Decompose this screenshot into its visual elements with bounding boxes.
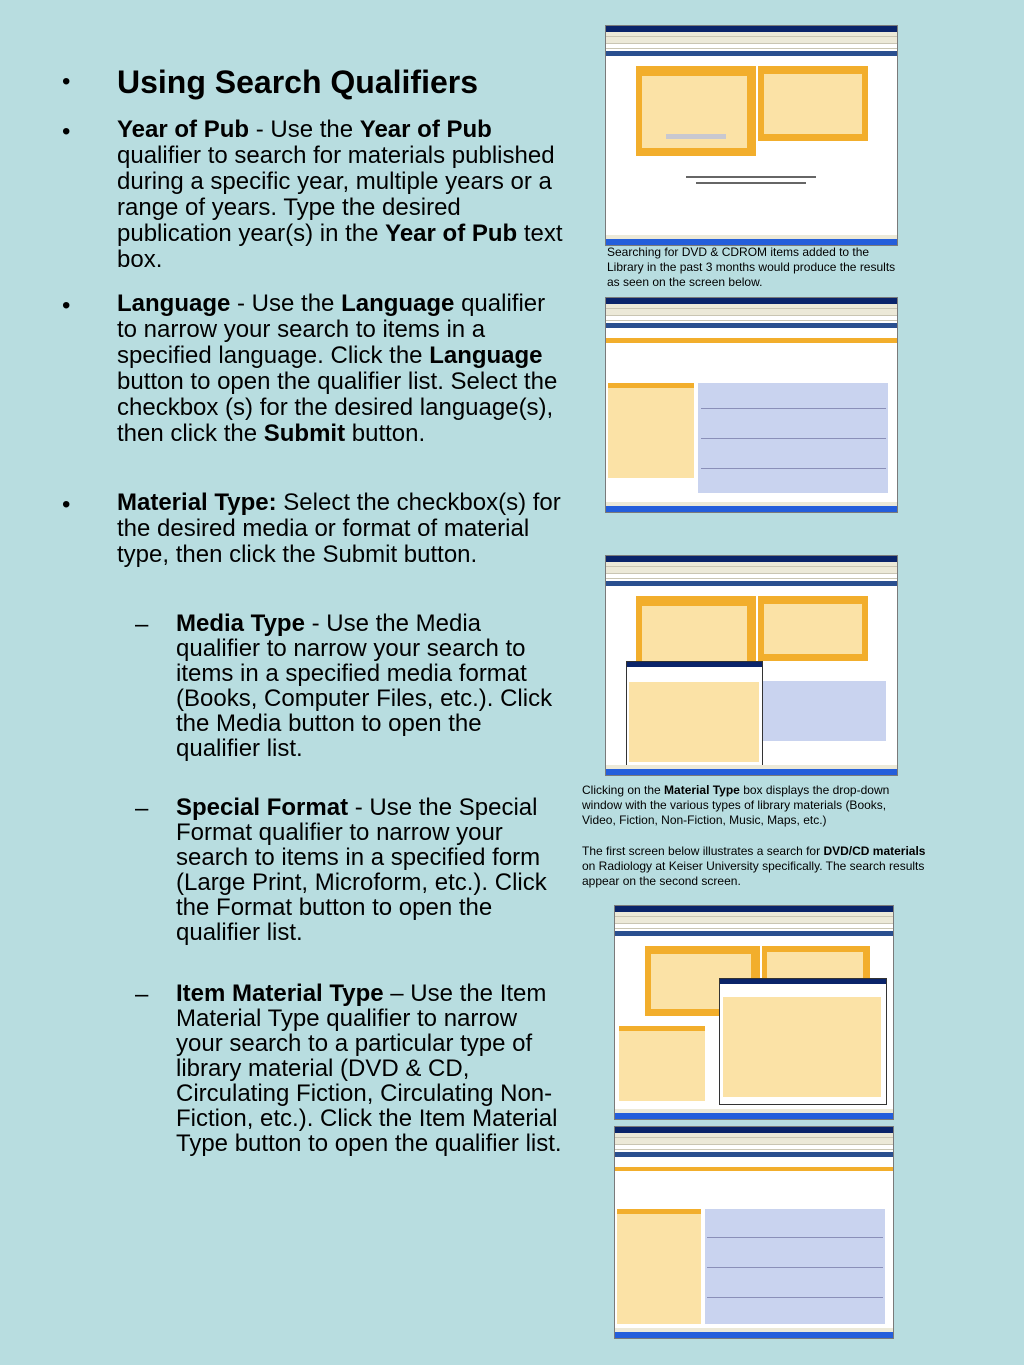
text: Select the checkbox(s) for the desired media or format of material type, then click the Submit button.	[117, 489, 561, 568]
text: button to open the qualifier list. Select the checkbox (s) for the desired language(s), then click the	[117, 368, 558, 447]
material-type-paragraph	[117, 490, 567, 568]
bullet-marker: •	[62, 68, 71, 95]
text: - Use the Special Format qualifier to narrow your search to items in a specified form (Large Print, Microform, etc.). Click the Format button to open the qualifier list.	[176, 794, 547, 946]
text: The first screen below illustrates a search for	[582, 844, 824, 858]
screenshot-results	[605, 297, 898, 513]
text: qualifier to narrow your search to items in a specified language. Click the	[117, 290, 546, 369]
media-type-paragraph	[176, 611, 566, 761]
text: – Use the Item Material Type qualifier to narrow your search to a particular type of library material (DVD & CD, Circulating Fiction, Circulating Non-Fiction, etc.). Click the Item Material Type button to open the qualifier list.	[176, 980, 562, 1157]
text: - Use the Media qualifier to narrow your search to items in a specified media format (Books, Computer Files, etc.). Click the Media button to open the qualifier list.	[176, 610, 553, 762]
text: qualifier to search for materials published during a specific year, multiple years or a range of years. Type the desired publication year(s) in the	[117, 142, 555, 247]
dash-marker: –	[135, 981, 149, 1008]
term: Year of Pub	[359, 116, 492, 143]
material-type-term: Material Type:	[117, 489, 277, 516]
special-format-paragraph	[176, 795, 566, 945]
caption-material-type	[582, 783, 922, 828]
text: - Use the	[230, 290, 342, 317]
text: button.	[345, 420, 426, 447]
dash-marker: –	[135, 611, 149, 638]
screenshot-material-type-popup	[605, 555, 898, 776]
year-of-pub-paragraph	[117, 117, 567, 273]
screenshot-search-form	[605, 25, 898, 246]
text: Clicking on the	[582, 783, 665, 797]
term: Material Type	[664, 783, 740, 797]
language-paragraph	[117, 291, 567, 447]
term: Language	[429, 342, 543, 369]
special-format-term: Special Format	[176, 794, 349, 821]
screenshot-dvd-results	[614, 1126, 894, 1339]
language-term: Language	[117, 290, 231, 317]
dash-marker: –	[135, 795, 149, 822]
text: - Use the	[249, 116, 360, 143]
page-title: Using Search Qualifiers	[117, 64, 479, 100]
caption-search-results: Searching for DVD & CDROM items added to the Library in the past 3 months would produce the results as seen on the screen below.	[607, 245, 896, 289]
bullet-marker: •	[62, 118, 71, 145]
media-type-term: Media Type	[176, 610, 305, 637]
term: Submit	[263, 420, 346, 447]
item-material-type-term: Item Material Type	[176, 980, 384, 1007]
term: DVD/CD materials	[823, 844, 926, 858]
caption-dvd-search	[582, 844, 927, 889]
bullet-marker: •	[62, 292, 71, 319]
year-of-pub-term: Year of Pub	[117, 116, 250, 143]
text: text box.	[117, 220, 563, 273]
text: box displays the drop-down window with the various types of library materials (Books, Video, Fiction, Non-Fiction, Music, Maps, etc.)	[582, 783, 890, 827]
term: Year of Pub	[385, 220, 518, 247]
screenshot-dvd-search	[614, 905, 894, 1120]
item-material-type-paragraph	[176, 981, 566, 1156]
text: on Radiology at Keiser University specifically. The search results appear on the second screen.	[582, 859, 925, 888]
bullet-marker: •	[62, 491, 71, 518]
term: Language	[341, 290, 455, 317]
